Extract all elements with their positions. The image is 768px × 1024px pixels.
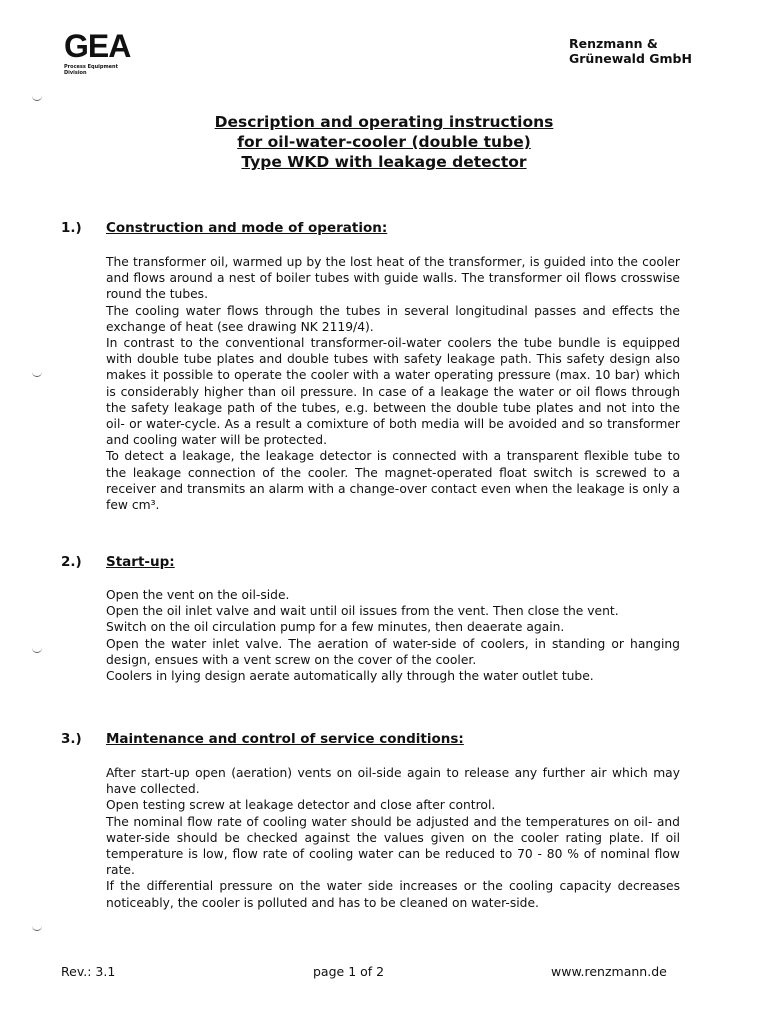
section-number: 2.) (61, 554, 82, 570)
margin-mark (32, 372, 42, 377)
paragraph: The transformer oil, warmed up by the lost heat of the transformer, is guided into the cooler and flows around a nest of boiler tubes with guide walls. The transformer oil flows crosswise round the tubes. (106, 255, 680, 302)
section-heading: Start-up: (106, 554, 175, 570)
margin-mark (32, 648, 42, 653)
paragraph: Open testing screw at leakage detector and close after control. (106, 798, 496, 813)
revision-label: Rev.: 3.1 (61, 964, 116, 979)
section-body (106, 587, 680, 684)
paragraph: In contrast to the conventional transformer-oil-water coolers the tube bundle is equipped with double tube plates and double tubes with safety leakage path. This safety design also makes it possible to operate the cooler with a water operating pressure (max. 10 bar) which is considerably higher than oil pressure. In case of a leakage the water or oil flows through the safety leakage path of the tubes, e.g. between the double tube plates and not into the oil- or water-cycle. As a result a comixture of both media will be avoided and so transformer and cooling water will be protected. (106, 336, 680, 448)
logo-subtitle-line: Process Equipment (64, 64, 119, 70)
section-number: 3.) (61, 731, 82, 747)
company-name (569, 36, 692, 66)
company-line: Grünewald GmbH (569, 51, 692, 66)
paragraph: Open the vent on the oil-side. (106, 588, 290, 602)
page-number: page 1 of 2 (313, 964, 385, 979)
paragraph: Open the water inlet valve. The aeration of water-side of coolers, in standing or hanging design, ensues with a vent screw on the cover of the cooler. (106, 636, 680, 667)
section-body (106, 765, 680, 911)
margin-mark (32, 96, 42, 101)
margin-mark (32, 926, 42, 931)
section-body (106, 254, 680, 513)
website-link[interactable]: www.renzmann.de (551, 964, 667, 979)
logo-subtitle (64, 64, 164, 76)
paragraph: After start-up open (aeration) vents on oil-side again to release any further air which may have collected. (106, 766, 680, 797)
logo-subtitle-line: Division (64, 70, 87, 76)
title-line: Description and operating instructions (214, 113, 554, 131)
paragraph: To detect a leakage, the leakage detector is connected with a transparent flexible tube to the leakage connection of the cooler. The magnet-operated float switch is screwed to a receiver and transmits an alarm with a change-over contact even when the leakage is only a few cm³. (106, 449, 680, 513)
paragraph: If the differential pressure on the water side increases or the cooling capacity decreases noticeably, the cooler is polluted and has to be cleaned on water-side. (106, 879, 680, 910)
paragraph: Coolers in lying design aerate automatically ally through the water outlet tube. (106, 669, 594, 684)
paragraph: The nominal flow rate of cooling water should be adjusted and the temperatures on oil- and water-side should be checked against the values given on the cooler rating plate. If oil temperature is low, flow rate of cooling water can be reduced to 70 - 80 % of nominal flow rate. (106, 814, 680, 878)
section-number: 1.) (61, 220, 82, 236)
paragraph: Switch on the oil circulation pump for a few minutes, then deaerate again. (106, 620, 565, 635)
paragraph: The cooling water flows through the tubes in several longitudinal passes and effects the exchange of heat (see drawing NK 2119/4). (106, 303, 680, 334)
section-heading: Construction and mode of operation: (106, 220, 388, 236)
company-line: Renzmann & (569, 36, 658, 51)
section-heading: Maintenance and control of service conditions: (106, 731, 464, 747)
title-line: for oil-water-cooler (double tube) (237, 133, 531, 151)
logo-mark: GEA (64, 28, 131, 64)
paragraph: Open the oil inlet valve and wait until oil issues from the vent. Then close the vent. (106, 604, 619, 619)
title-line: Type WKD with leakage detector (241, 153, 527, 171)
document-title (0, 112, 768, 172)
gea-logo (64, 30, 164, 76)
